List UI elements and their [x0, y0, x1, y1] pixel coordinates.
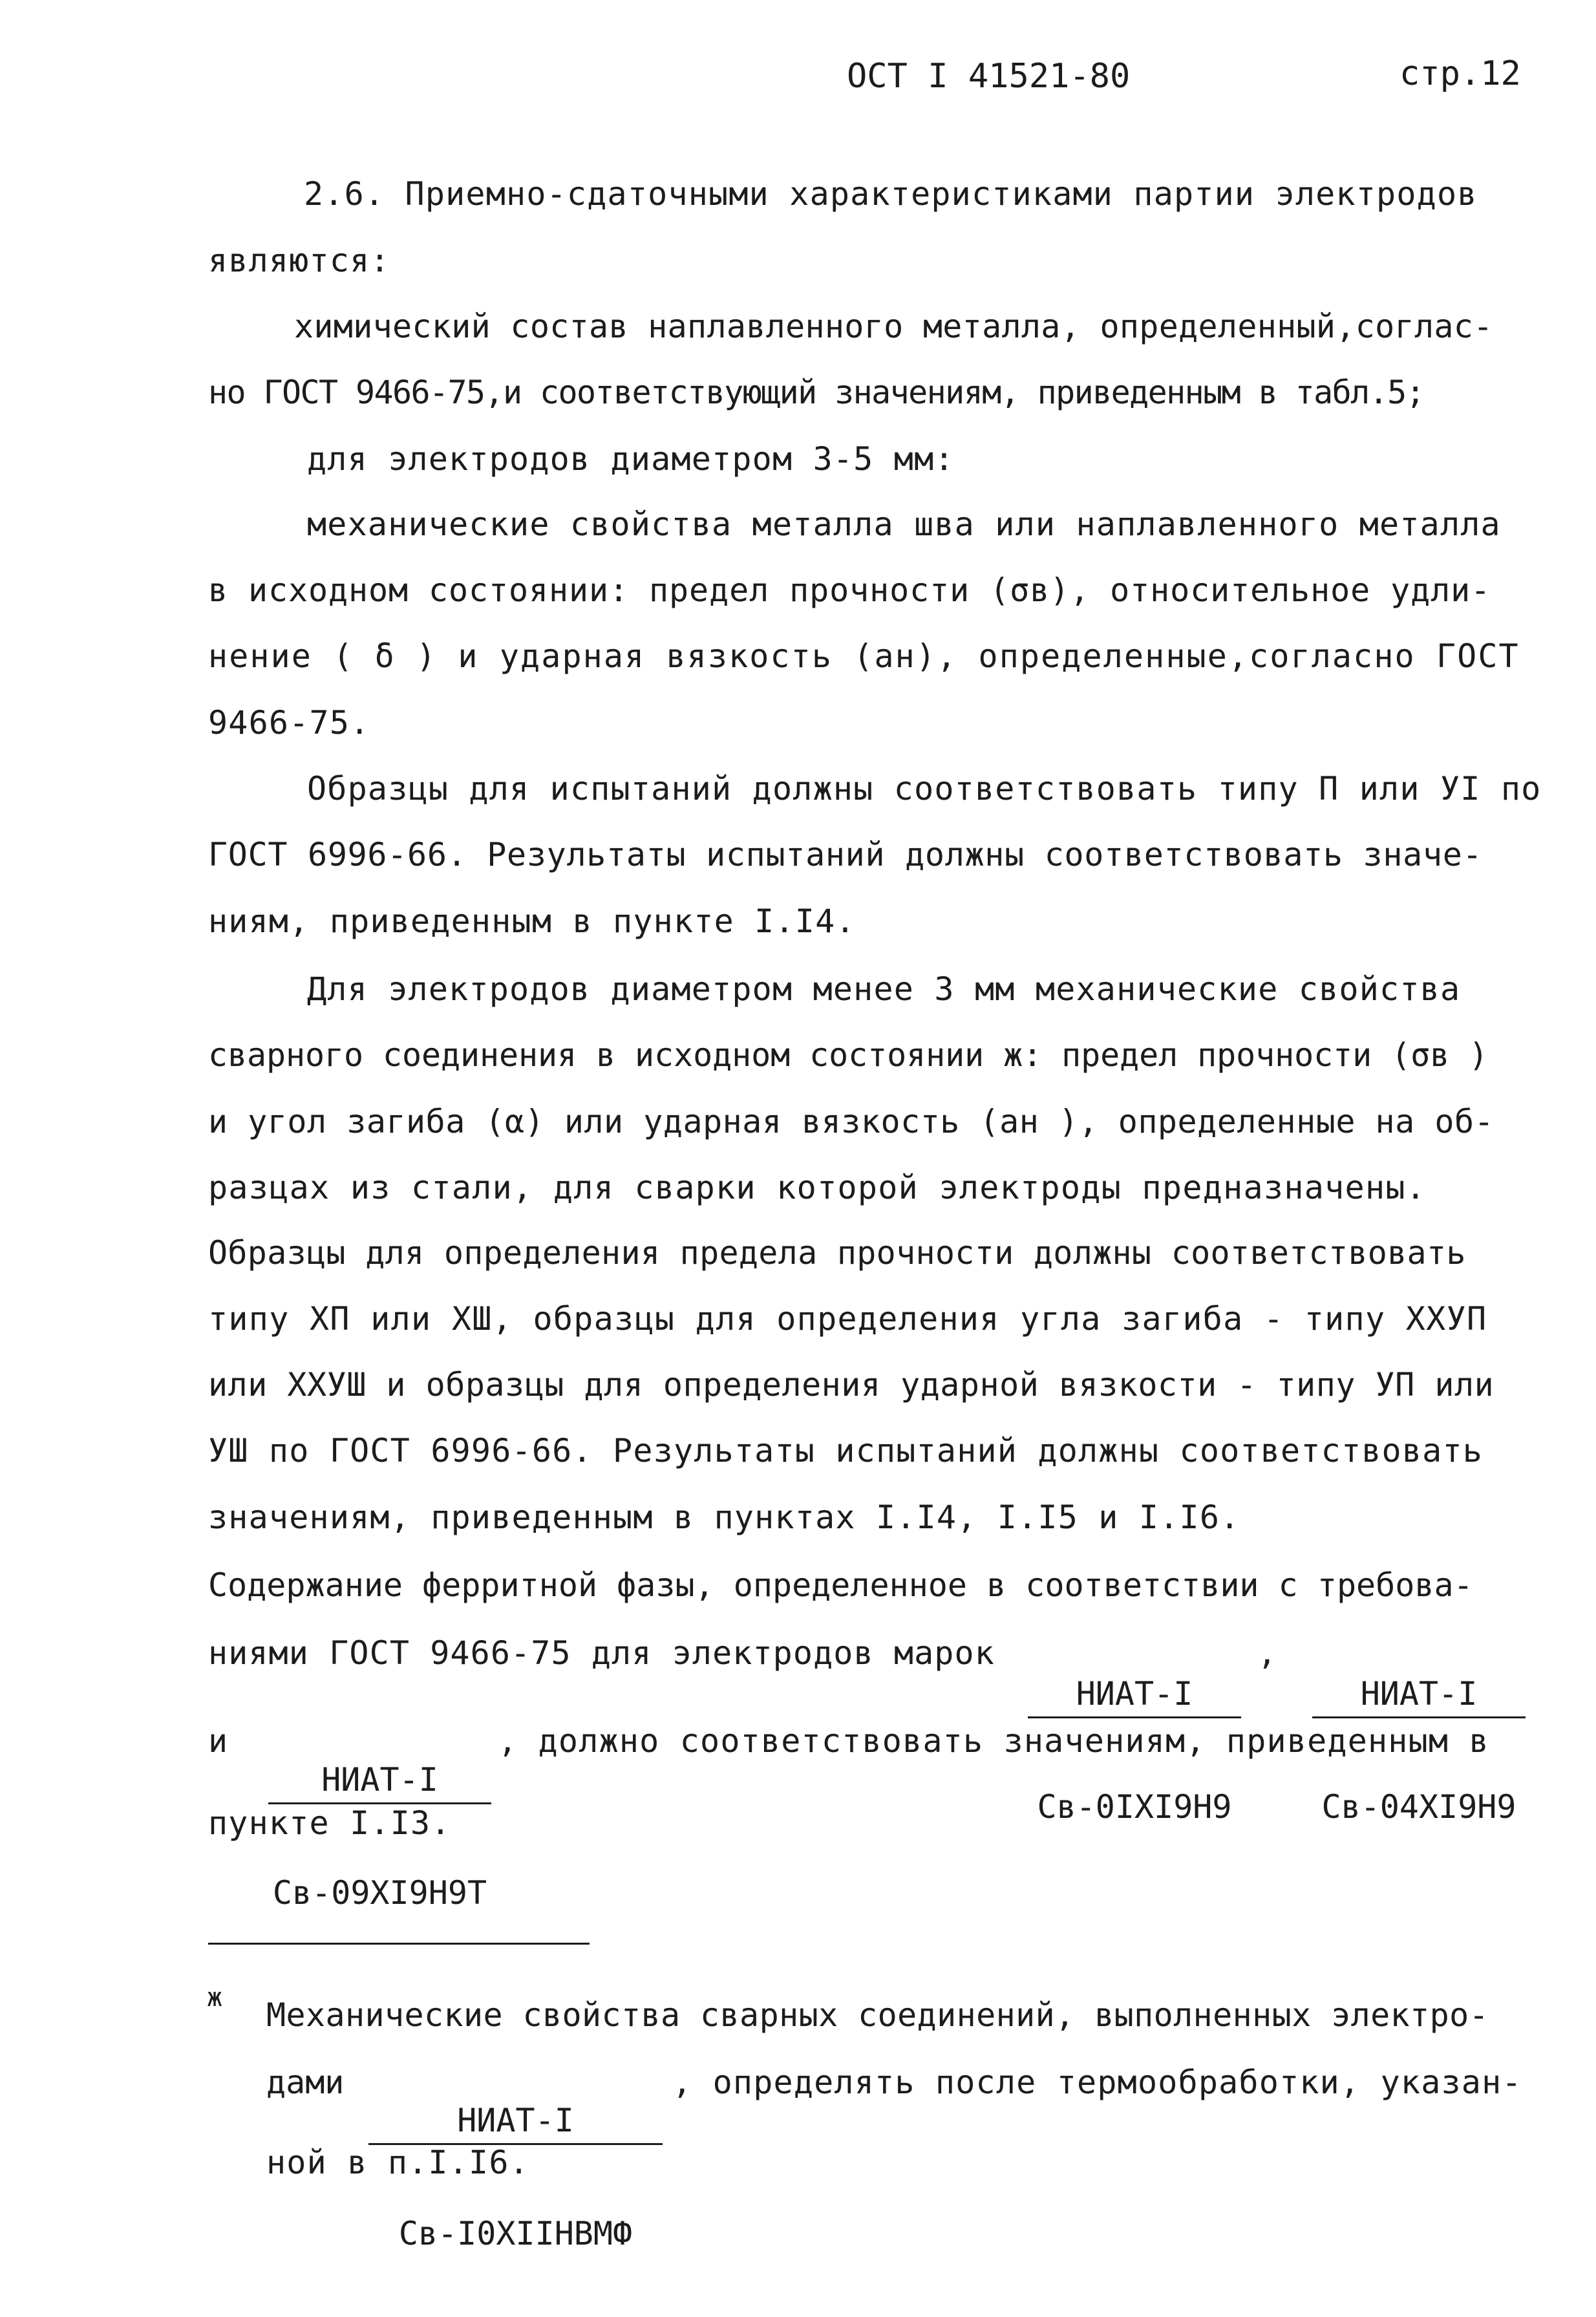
fraction-separator: ,	[1257, 1634, 1277, 1672]
footnote-separator	[208, 1943, 590, 1945]
small-diameter-line: значениям, приведенным в пунктах I.I4, I.I5 и I.I6.	[208, 1499, 1240, 1536]
wire-grade-name: Св-04XI9Н9	[1321, 1788, 1516, 1826]
ferrite-phase-line: Содержание ферритной фазы, определенное в соответствии с требова-	[208, 1566, 1473, 1604]
electrode-grade-name: НИАТ-I	[268, 1764, 491, 1804]
small-diameter-line: разцах из стали, для сварки которой электроды предназначены.	[208, 1169, 1427, 1206]
footnote-line: Механические свойства сварных соединений, выполненных электро-	[266, 1996, 1489, 2034]
footnote-marker: ж	[207, 1983, 223, 2013]
diameter-line: для электродов диаметром 3-5 мм:	[307, 440, 955, 478]
ferrite-phase-line: , должно соответствовать значениям, приведенным в	[498, 1722, 1489, 1760]
small-diameter-line: УШ по ГОСТ 6996-66. Результаты испытаний должны соответствовать	[208, 1432, 1484, 1469]
paragraph-2-6-line: являются:	[208, 242, 390, 279]
specimens-line: ГОСТ 6996-66. Результаты испытаний должны соответствовать значе-	[208, 836, 1483, 873]
footnote-line: , определять после термообработки, указан-	[672, 2064, 1522, 2101]
small-diameter-line: Для электродов диаметром менее 3 мм механические свойства	[307, 970, 1461, 1008]
wire-grade-name: Св-09XI9Н9Т	[272, 1874, 487, 1912]
wire-grade-name: Св-0IXI9Н9	[1037, 1788, 1232, 1826]
footnote-line: дами	[266, 2064, 345, 2101]
document-code: ОСТ I 41521-80	[847, 57, 1131, 96]
small-diameter-line: или ХХУШ и образцы для определения ударной вязкости - типу УП или	[208, 1366, 1495, 1404]
footnote-line: ной в п.I.I6.	[266, 2144, 529, 2181]
electrode-grade-name: НИАТ-I	[1312, 1678, 1526, 1718]
small-diameter-line: типу ХП или ХШ, образцы для определения угла загиба - типу ХХУП	[208, 1300, 1487, 1338]
wire-grade-name: Св-I0XIIНВМФ	[398, 2215, 633, 2252]
ferrite-phase-line: пункте I.I3.	[208, 1804, 451, 1842]
mechanical-properties-line: нение ( δ ) и ударная вязкость (ан), определенные,согласно ГОСТ	[208, 637, 1520, 675]
mechanical-properties-line: 9466-75.	[208, 704, 370, 742]
small-diameter-line: Образцы для определения предела прочности должны соответствовать	[208, 1234, 1466, 1272]
paragraph-2-6-line: 2.6. Приемно-сдаточными характеристиками партии электродов	[304, 175, 1478, 213]
electrode-grade-name: НИАТ-I	[368, 2104, 663, 2145]
chemical-composition-line: но ГОСТ 9466-75,и соответствующий значениям, приведенным в табл.5;	[208, 374, 1425, 411]
ferrite-phase-line: ниями ГОСТ 9466-75 для электродов марок	[208, 1634, 995, 1672]
mechanical-properties-line: в исходном состоянии: предел прочности (σв), относительное удли-	[208, 571, 1491, 609]
specimens-line: ниям, приведенным в пункте I.I4.	[208, 902, 856, 940]
mechanical-properties-line: механические свойства металла шва или наплавленного металла	[307, 506, 1501, 543]
chemical-composition-line: химический состав наплавленного металла, определенный,соглас-	[294, 308, 1493, 345]
small-diameter-line: и угол загиба (α) или ударная вязкость (ан ), определенные на об-	[208, 1103, 1495, 1140]
small-diameter-line: сварного соединения в исходном состоянии ж: предел прочности (σв )	[208, 1036, 1489, 1074]
electrode-grade-name: НИАТ-I	[1028, 1678, 1241, 1718]
specimens-line: Образцы для испытаний должны соответствовать типу П или УI по	[307, 770, 1542, 807]
page-number: стр.12	[1399, 54, 1521, 93]
ferrite-phase-line: и	[208, 1722, 228, 1760]
